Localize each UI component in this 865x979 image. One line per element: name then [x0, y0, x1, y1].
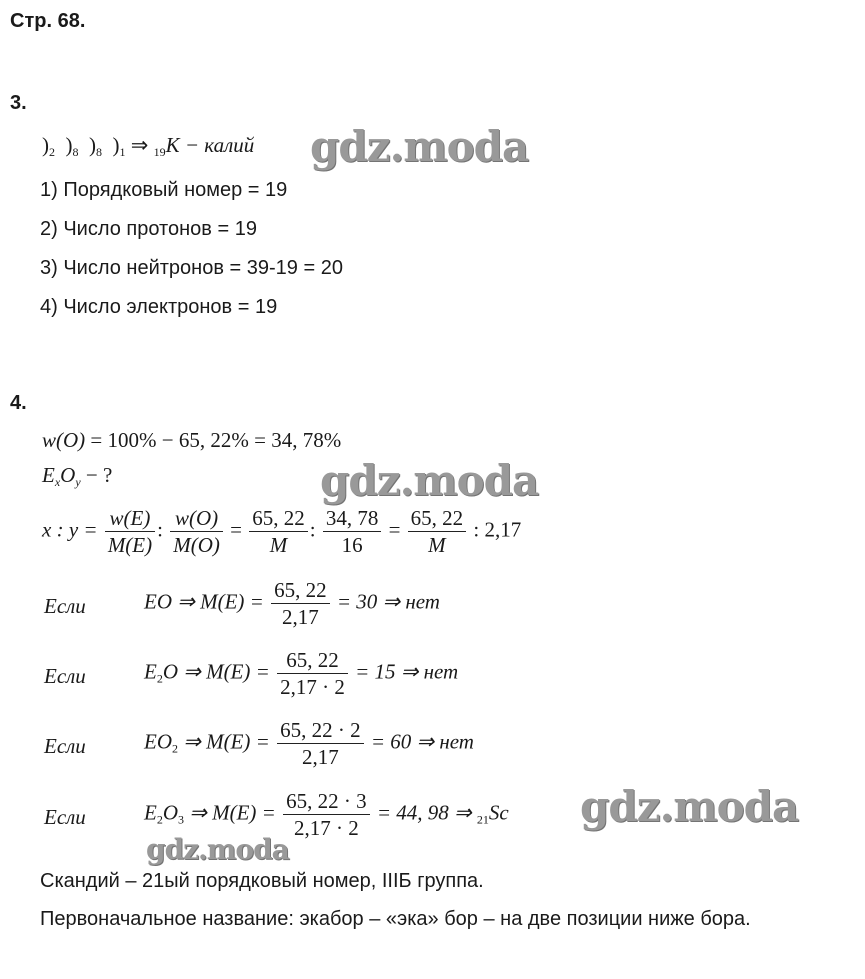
page-title: Стр. 68. — [10, 10, 86, 32]
watermark-logo: gdz.moda — [580, 782, 799, 831]
fact-1: 1) Порядковый номер = 19 — [40, 179, 288, 201]
fact-3: 3) Число нейтронов = 39-19 = 20 — [40, 257, 343, 279]
watermark-logo: gdz.moda — [146, 833, 289, 866]
watermark-logo: gdz.moda — [310, 122, 529, 171]
original-name-text: Первоначальное название: экабор – «эка» бор – на две позиции ниже бора. — [40, 908, 751, 930]
oxygen-fraction-equation: w(O) = 100% − 65, 22% = 34, 78% — [42, 428, 342, 452]
watermark-logo: gdz.moda — [320, 456, 539, 505]
fact-4: 4) Число электронов = 19 — [40, 296, 278, 318]
task-4-number: 4. — [10, 392, 27, 414]
ratio-equation: x : y = $\frac{w(E)}{M(E)}$ : $\frac{w(O)}{M(O)}$ = $\frac{65, 22}{M}$ : $\frac{34, 78}{16}$ = $\frac{65, 22}{M}$ : 2,17 — [42, 506, 522, 557]
task-3-number: 3. — [10, 92, 27, 114]
case-e2o3: Если E2O3 ⇒ M(E) = $\frac{65, 22 \cdot 3}{2,17 \cdot 2}$ = 44, 98 ⇒ 21Sc — [44, 789, 509, 840]
case-e2o: Если E2O ⇒ M(E) = $\frac{65, 22}{2,17 \cdot 2}$ = 15 ⇒ нет — [44, 648, 459, 699]
conclusion-text: Скандий – 21ый порядковый номер, IIIБ группа. — [40, 870, 484, 892]
fact-2: 2) Число протонов = 19 — [40, 218, 257, 240]
electron-shell-formula: )2 )8 )8 )1 ⇒ 19K − калий — [42, 133, 255, 159]
oxide-formula-unknown: ExOy − ? — [42, 463, 113, 489]
case-eo: Если EO ⇒ M(E) = $\frac{65, 22}{2,17}$ = 30 ⇒ нет — [44, 578, 440, 629]
case-eo2: Если EO2 ⇒ M(E) = $\frac{65, 22 \cdot 2}{2,17}$ = 60 ⇒ нет — [44, 718, 474, 769]
